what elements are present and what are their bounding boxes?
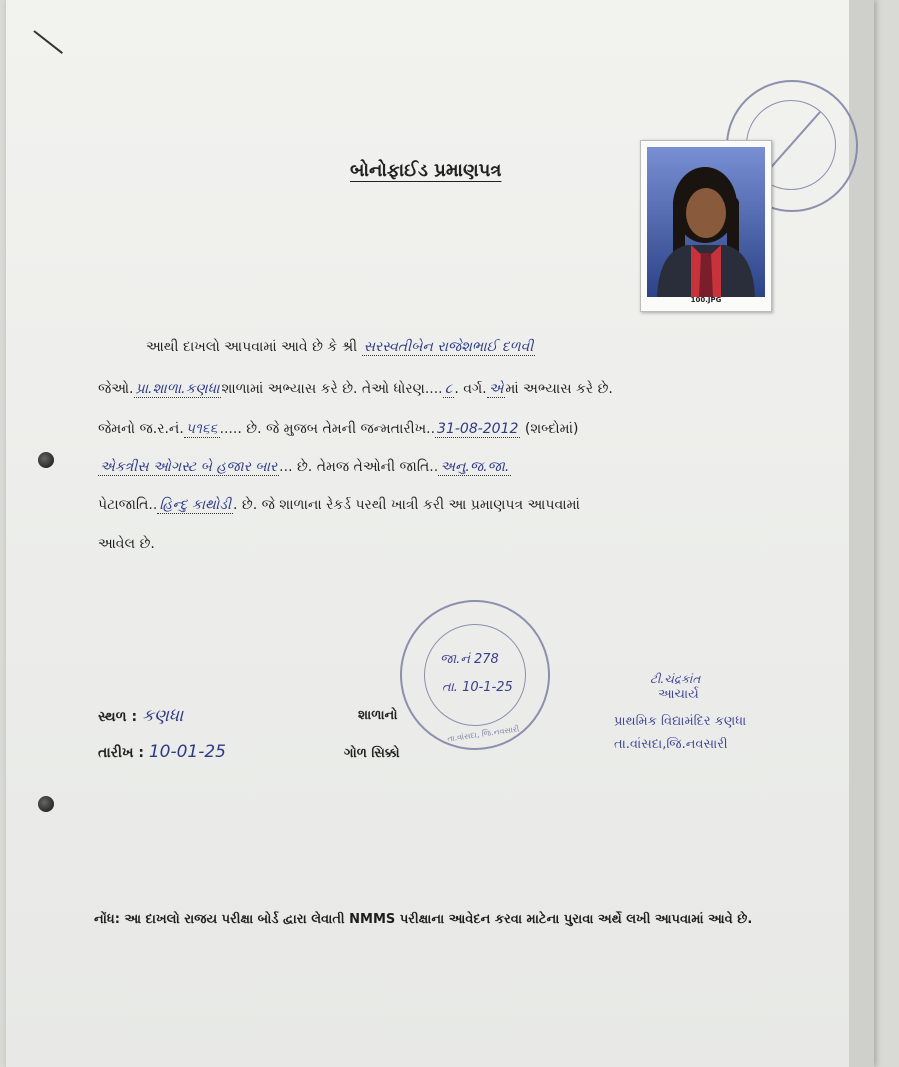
school-name: પ્રા.શાળા.કણધા bbox=[135, 381, 220, 397]
school-stamp-line1: પ્રાથમિક વિદ્યામંદિર કણધા bbox=[614, 714, 747, 729]
standard-value: ૮ bbox=[444, 381, 453, 397]
certificate-title: બોનોફાઈડ પ્રમાણપત્ર bbox=[350, 160, 502, 181]
body-line-1 bbox=[146, 336, 535, 358]
dob-value: 31-08-2012 bbox=[437, 421, 519, 437]
scratch-mark bbox=[33, 30, 63, 54]
student-name: સરસ્વતીબેન રાજેશભાઈ દળવી bbox=[363, 339, 534, 355]
principal-sign-block bbox=[614, 672, 814, 752]
line5-prefix: પેટાજાતિ bbox=[98, 497, 149, 513]
punch-hole-top bbox=[38, 452, 54, 468]
certificate-page bbox=[6, 0, 874, 1067]
student-photo bbox=[640, 140, 772, 312]
line3-suffix: (શબ્દોમાં) bbox=[524, 421, 579, 437]
line2-prefix: જેઓ. bbox=[98, 381, 134, 397]
place-value: કણધા bbox=[141, 706, 184, 726]
body-line-3: જેમનો જ.ર.નં. ૫૧૬૬ ..... છે. જે મુજબ તેમની જન્મતારીખ.. 31-08-2012 (શબ્દોમાં) bbox=[98, 421, 579, 437]
place-row bbox=[98, 706, 183, 726]
body-line-2: જેઓ. પ્રા.શાળા.કણધા શાળામાં અભ્યાસ કરે છે. તેઓ ધોરણ.... ૮ . વર્ગ. એ માં અભ્યાસ કરે છે. bbox=[98, 381, 613, 397]
line3-prefix: જેમનો જ.ર.નં. bbox=[98, 421, 184, 437]
school-round-seal bbox=[390, 590, 559, 759]
body-line-4: એકત્રીસ ઓગસ્ટ બે હજાર બાર ... છે. તેમજ તેઓની જાતિ.. અનુ.જ.જા. bbox=[100, 459, 510, 475]
seal-label-line1: શાળાનો bbox=[358, 708, 398, 723]
seal-inward-number: જા.નં 278 bbox=[440, 652, 499, 667]
date-row bbox=[98, 742, 226, 762]
subcaste-value: હિન્દુ કાથોડી bbox=[159, 497, 231, 513]
principal-signature: ટી.ચંદ્રકાંત bbox=[650, 672, 701, 686]
seal-ring-text: તા.વાંસદા, જિ.નવસારી bbox=[446, 724, 520, 744]
show-through-text bbox=[206, 48, 219, 88]
line5-suffix: . છે. જે શાળાના રેકર્ડ પરથી ખાત્રી કરી આ પ્રમાણપત્ર આપવામાં bbox=[232, 497, 580, 513]
line2-mid: શાળામાં અભ્યાસ કરે છે. તેઓ ધોરણ bbox=[221, 381, 425, 397]
body-line-5: પેટાજાતિ.. હિન્દુ કાથોડી . છે. જે શાળાના રેકર્ડ પરથી ખાત્રી કરી આ પ્રમાણપત્ર આપવામાં bbox=[98, 497, 580, 513]
date-value: 10-01-25 bbox=[148, 742, 226, 762]
school-stamp-line2: તા.વાંસદા,જિ.નવસારી bbox=[614, 737, 728, 752]
principal-designation: આચાર્ય bbox=[658, 687, 699, 702]
caste-value: અનુ.જ.જા. bbox=[440, 459, 510, 475]
seal-inward-date: તા. 10-1-25 bbox=[442, 680, 513, 695]
seal-label-line2: ગોળ સિક્કો bbox=[344, 746, 400, 761]
show-through-mark bbox=[336, 970, 343, 995]
photo-caption: 100.JPG bbox=[690, 296, 722, 304]
punch-hole-bottom bbox=[38, 796, 54, 812]
dob-in-words: એકત્રીસ ઓગસ્ટ બે હજાર બાર bbox=[100, 459, 278, 475]
line2-suffix: માં અભ્યાસ કરે છે. bbox=[505, 381, 613, 397]
line1-prefix: આથી દાખલો આપવામાં આવે છે કે શ્રી bbox=[146, 339, 358, 355]
footnote: નોંધ: આ દાખલો રાજય પરીક્ષા બોર્ડ દ્વારા લેવાતી NMMS પરીક્ષાના આવેદન કરવા માટેના પુરાવા અર્થે લખી આપવામાં આવે છે. bbox=[94, 912, 753, 927]
division-value: એ bbox=[488, 381, 504, 397]
line3-mid: . છે. જે મુજબ તેમની જન્મતારીખ bbox=[237, 421, 427, 437]
student-portrait-icon bbox=[647, 147, 765, 297]
line2-class-label: . વર્ગ. bbox=[454, 381, 487, 397]
date-label: તારીખ : bbox=[98, 745, 144, 761]
place-label: સ્થળ : bbox=[98, 709, 138, 725]
gr-number: ૫૧૬૬ bbox=[185, 421, 218, 437]
line6: આવેલ છે. bbox=[98, 536, 155, 552]
line4-suffix: . છે. તેમજ તેઓની જાતિ bbox=[288, 459, 430, 475]
body-line-6 bbox=[98, 533, 155, 555]
